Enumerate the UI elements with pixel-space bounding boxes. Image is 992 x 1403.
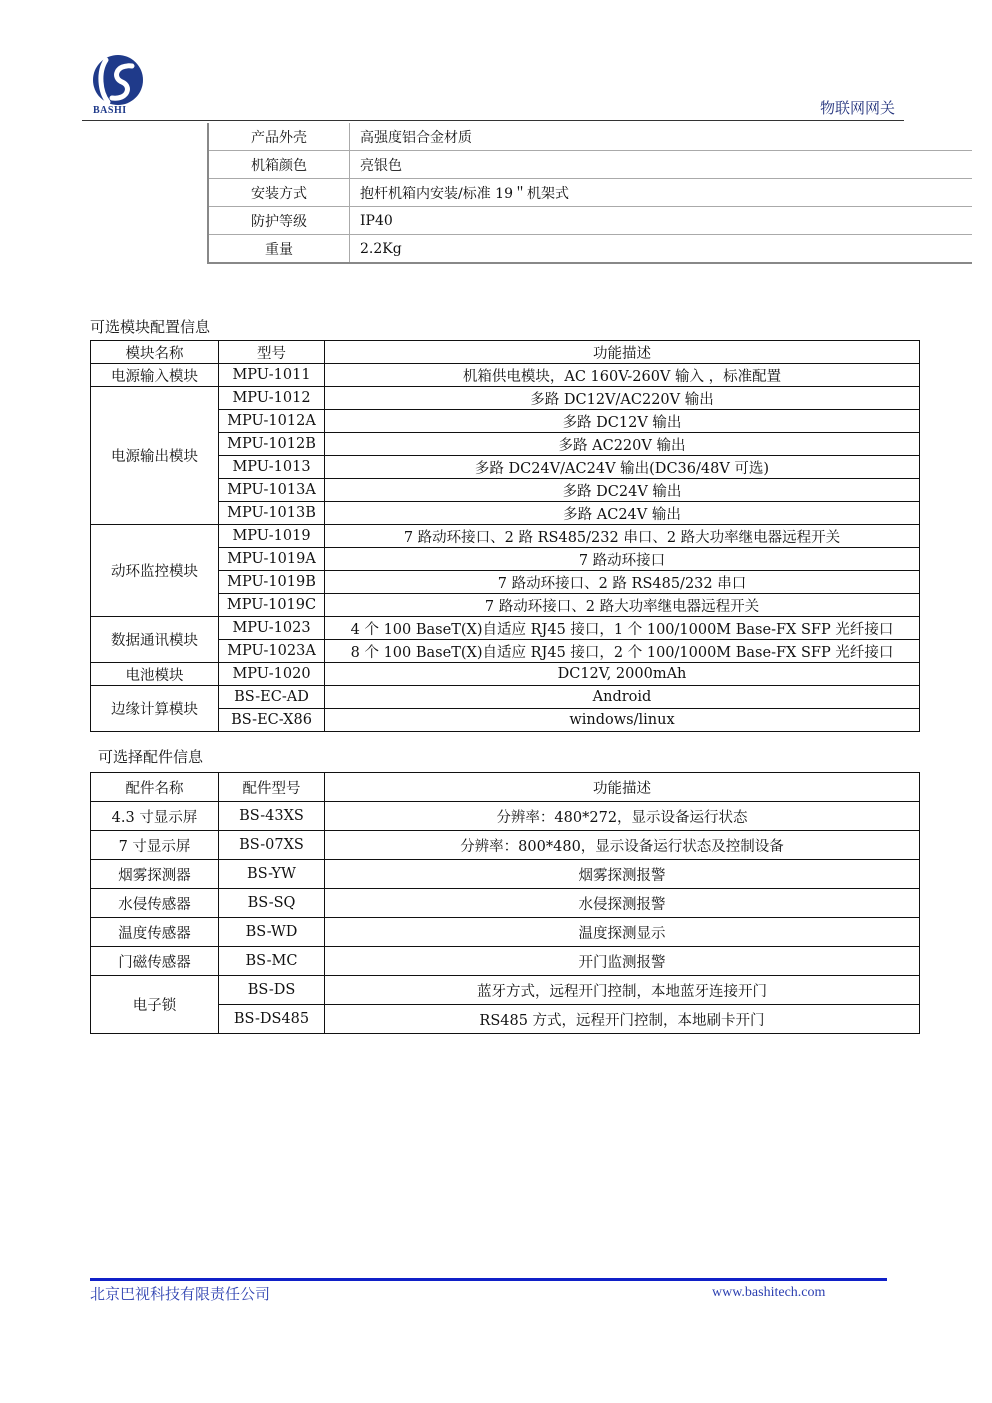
accessory-model-cell: BS-DS485 [219, 1005, 325, 1034]
spec-row [82, 179, 972, 207]
accessories-section-title: 可选择配件信息 [98, 748, 204, 766]
spec-label: 重量 [208, 235, 350, 264]
accessory-desc-cell: 蓝牙方式，远程开门控制，本地蓝牙连接开门 [325, 976, 920, 1005]
module-model-cell: MPU-1013B [219, 502, 325, 525]
module-model-cell: MPU-1019C [219, 594, 325, 617]
spec-row [82, 123, 972, 151]
modules-header-model: 型号 [219, 341, 325, 364]
spec-label: 机箱颜色 [208, 151, 350, 179]
header-divider [82, 120, 904, 121]
accessory-name-cell: 温度传感器 [91, 918, 219, 947]
module-desc-cell: 多路 AC220V 输出 [325, 433, 920, 456]
module-model-cell: MPU-1012B [219, 433, 325, 456]
spec-value: 高强度铝合金材质 [350, 123, 973, 151]
module-model-cell: MPU-1019 [219, 525, 325, 548]
accessory-row [91, 802, 920, 831]
accessory-model-cell: BS-07XS [219, 831, 325, 860]
accessories-header-desc: 功能描述 [325, 773, 920, 802]
module-model-cell: MPU-1012 [219, 387, 325, 410]
spec-value: IP40 [350, 207, 973, 235]
spec-row [82, 151, 972, 179]
module-model-cell: BS-EC-X86 [219, 709, 325, 732]
module-desc-cell: 7 路动环接口、2 路 RS485/232 串口、2 路大功率继电器远程开关 [325, 525, 920, 548]
module-name-cell: 边缘计算模块 [91, 686, 219, 732]
accessory-row [91, 976, 920, 1005]
module-model-cell: BS-EC-AD [219, 686, 325, 709]
module-row [91, 387, 920, 410]
module-row [91, 525, 920, 548]
module-desc-cell: 7 路动环接口、2 路 RS485/232 串口 [325, 571, 920, 594]
spec-label: 安装方式 [208, 179, 350, 207]
accessories-header-model: 配件型号 [219, 773, 325, 802]
spec-value: 亮银色 [350, 151, 973, 179]
module-desc-cell: windows/linux [325, 709, 920, 732]
accessory-name-cell: 4.3 寸显示屏 [91, 802, 219, 831]
modules-header-desc: 功能描述 [325, 341, 920, 364]
spec-label: 防护等级 [208, 207, 350, 235]
module-desc-cell: 7 路动环接口 [325, 548, 920, 571]
spec-row [82, 207, 972, 235]
accessory-desc-cell: 温度探测显示 [325, 918, 920, 947]
module-desc-cell: DC12V, 2000mAh [325, 663, 920, 686]
modules-table [90, 340, 920, 732]
module-name-cell: 电源输出模块 [91, 387, 219, 525]
accessory-name-cell: 水侵传感器 [91, 889, 219, 918]
module-model-cell: MPU-1023A [219, 640, 325, 663]
accessory-model-cell: BS-DS [219, 976, 325, 1005]
module-row [91, 686, 920, 709]
module-desc-cell: 多路 DC24V/AC24V 输出(DC36/48V 可选) [325, 456, 920, 479]
spec-label: 产品外壳 [208, 123, 350, 151]
module-desc-cell: 多路 DC12V/AC220V 输出 [325, 387, 920, 410]
module-model-cell: MPU-1013A [219, 479, 325, 502]
spec-table [82, 123, 972, 264]
modules-section-title: 可选模块配置信息 [90, 318, 211, 336]
spec-spacer-cell [82, 123, 208, 263]
module-desc-cell: 7 路动环接口、2 路大功率继电器远程开关 [325, 594, 920, 617]
footer-website: www.bashitech.com [712, 1285, 826, 1300]
accessory-model-cell: BS-SQ [219, 889, 325, 918]
accessory-row [91, 947, 920, 976]
brand-name: BASHI [93, 105, 127, 116]
module-model-cell: MPU-1023 [219, 617, 325, 640]
accessory-desc-cell: 烟雾探测报警 [325, 860, 920, 889]
module-row [91, 364, 920, 387]
module-name-cell: 数据通讯模块 [91, 617, 219, 663]
page-header-title: 物联网网关 [820, 99, 896, 117]
accessories-table [90, 772, 920, 1034]
accessory-model-cell: BS-WD [219, 918, 325, 947]
module-model-cell: MPU-1019A [219, 548, 325, 571]
accessory-model-cell: BS-43XS [219, 802, 325, 831]
module-desc-cell: 多路 DC24V 输出 [325, 479, 920, 502]
module-row [91, 617, 920, 640]
spec-value: 抱杆机箱内安装/标准 19＂机架式 [350, 179, 973, 207]
module-desc-cell: 4 个 100 BaseT(X)自适应 RJ45 接口，1 个 100/1000M Base-FX SFP 光纤接口 [325, 617, 920, 640]
module-desc-cell: Android [325, 686, 920, 709]
module-model-cell: MPU-1013 [219, 456, 325, 479]
footer-company: 北京巴视科技有限责任公司 [90, 1285, 271, 1303]
accessory-name-cell: 7 寸显示屏 [91, 831, 219, 860]
module-name-cell: 电源输入模块 [91, 364, 219, 387]
module-desc-cell: 8 个 100 BaseT(X)自适应 RJ45 接口，2 个 100/1000M Base-FX SFP 光纤接口 [325, 640, 920, 663]
module-model-cell: MPU-1012A [219, 410, 325, 433]
accessory-model-cell: BS-YW [219, 860, 325, 889]
module-model-cell: MPU-1019B [219, 571, 325, 594]
accessory-desc-cell: 水侵探测报警 [325, 889, 920, 918]
footer-divider [90, 1278, 887, 1281]
accessory-desc-cell: RS485 方式，远程开门控制，本地刷卡开门 [325, 1005, 920, 1034]
accessory-row [91, 918, 920, 947]
module-row [91, 663, 920, 686]
module-model-cell: MPU-1011 [219, 364, 325, 387]
module-name-cell: 动环监控模块 [91, 525, 219, 617]
accessory-row [91, 889, 920, 918]
modules-header-name: 模块名称 [91, 341, 219, 364]
module-name-cell: 电池模块 [91, 663, 219, 686]
accessories-header-name: 配件名称 [91, 773, 219, 802]
accessory-row [91, 860, 920, 889]
module-model-cell: MPU-1020 [219, 663, 325, 686]
accessory-name-cell: 电子锁 [91, 976, 219, 1034]
module-desc-cell: 多路 DC12V 输出 [325, 410, 920, 433]
spec-row [82, 235, 972, 264]
module-desc-cell: 机箱供电模块，AC 160V-260V 输入 ，标准配置 [325, 364, 920, 387]
accessory-name-cell: 门磁传感器 [91, 947, 219, 976]
accessory-desc-cell: 分辨率：800*480，显示设备运行状态及控制设备 [325, 831, 920, 860]
module-desc-cell: 多路 AC24V 输出 [325, 502, 920, 525]
accessory-desc-cell: 分辨率：480*272，显示设备运行状态 [325, 802, 920, 831]
accessory-desc-cell: 开门监测报警 [325, 947, 920, 976]
accessory-name-cell: 烟雾探测器 [91, 860, 219, 889]
accessory-row [91, 831, 920, 860]
spec-value: 2.2Kg [350, 235, 973, 264]
accessory-model-cell: BS-MC [219, 947, 325, 976]
